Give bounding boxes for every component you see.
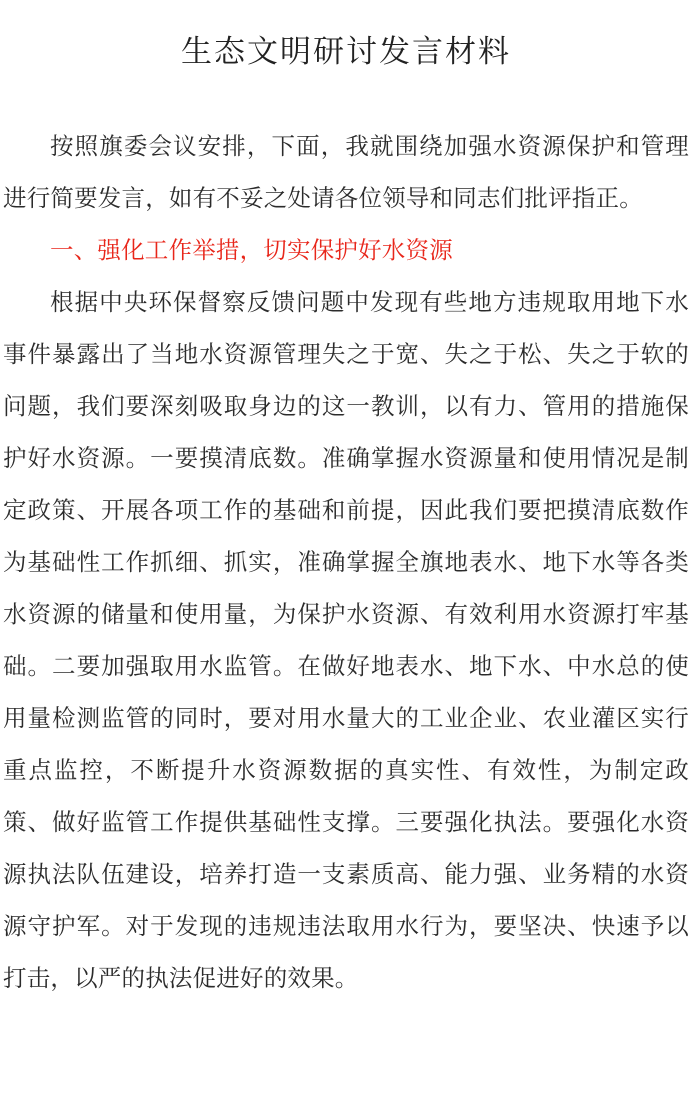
intro-paragraph: 按照旗委会议安排，下面，我就围绕加强水资源保护和管理进行简要发言，如有不妥之处请各位领导和同志们批评指正。 — [3, 132, 689, 212]
section-heading: 一、强化工作举措，切实保护好水资源 — [50, 236, 453, 264]
document-title: 生态文明研讨发言材料 — [181, 34, 511, 70]
section-body-paragraph: 根据中央环保督察反馈问题中发现有些地方违规取用地下水事件暴露出了当地水资源管理失之于宽、失之于松、失之于软的问题，我们要深刻吸取身边的这一教训，以有力、管用的措施保护好水资源。一要摸清底数。准确掌握水资源量和使用情况是制定政策、开展各项工作的基础和前提，因此我们要把摸清底数作为基础性工作抓细、抓实，准确掌握全旗地表水、地下水等各类水资源的储量和使用量，为保护水资源、有效利用水资源打牢基础。二要加强取用水监管。在做好地表水、地下水、中水总的使用量检测监管的同时，要对用水量大的工业企业、农业灌区实行重点监控，不断提升水资源数据的真实性、有效性，为制定政策、做好监管工作提供基础性支撑。三要强化执法。要强化水资源执法队伍建设，培养打造一支素质高、能力强、业务精的水资源守护军。对于发现的违规违法取用水行为，要坚决、快速予以打击，以严的执法促进好的效果。 — [3, 288, 689, 992]
document-body — [3, 120, 689, 1004]
